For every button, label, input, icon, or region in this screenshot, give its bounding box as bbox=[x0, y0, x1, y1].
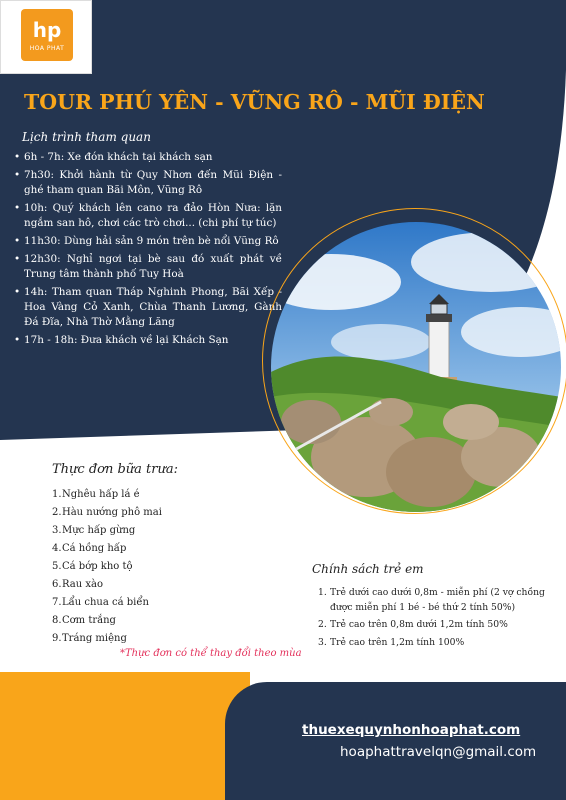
menu-item bbox=[52, 594, 162, 612]
menu-item bbox=[52, 504, 162, 522]
itinerary-item: • 17h - 18h: Đưa khách về lại Khách Sạn bbox=[14, 333, 282, 348]
menu-item bbox=[52, 630, 162, 648]
menu-item-label: Cá hồng hấp bbox=[62, 543, 127, 554]
menu-note: *Thực đơn có thể thay đổi theo mùa bbox=[120, 648, 302, 659]
menu-list bbox=[52, 486, 162, 648]
policy-item-number: 3. bbox=[318, 636, 327, 648]
menu-item-label: Nghêu hấp lá é bbox=[62, 489, 140, 500]
itinerary-item: • 12h30: Nghỉ ngơi tại bè sau đó xuất phát về Trung tâm thành phố Tuy Hoà bbox=[14, 252, 282, 282]
menu-item-label: Lẩu chua cá biển bbox=[62, 597, 149, 608]
menu-item-number: 3. bbox=[52, 525, 62, 536]
policy-list bbox=[318, 586, 558, 653]
logo-letters: hp bbox=[32, 18, 62, 42]
itinerary-item: • 11h30: Dùng hải sản 9 món trên bè nổi Vũng Rô bbox=[14, 234, 282, 249]
website-link[interactable]: thuexequynhonhoaphat.com bbox=[302, 722, 521, 738]
menu-item-number: 2. bbox=[52, 507, 62, 518]
menu-item bbox=[52, 612, 162, 630]
email-address[interactable]: hoaphattravelqn@gmail.com bbox=[340, 744, 537, 760]
menu-item-label: Tráng miệng bbox=[62, 633, 127, 644]
menu-item bbox=[52, 486, 162, 504]
menu-item bbox=[52, 576, 162, 594]
logo-mark bbox=[21, 9, 73, 61]
bottom-navy-shape bbox=[225, 682, 566, 800]
menu-item-number: 6. bbox=[52, 579, 62, 590]
bottom-orange-shape bbox=[0, 672, 250, 800]
lighthouse-photo bbox=[271, 222, 561, 512]
policy-item-label: Trẻ dưới cao dưới 0,8m - miễn phí (2 vợ chồng được miễn phí 1 bé - bé thứ 2 tính 50%) bbox=[330, 587, 545, 613]
policy-item bbox=[318, 586, 558, 615]
policy-item-label: Trẻ cao trên 0,8m dưới 1,2m tính 50% bbox=[330, 619, 508, 630]
menu-heading: Thực đơn bữa trưa: bbox=[52, 462, 179, 477]
menu-item bbox=[52, 558, 162, 576]
policy-item-label: Trẻ cao trên 1,2m tính 100% bbox=[330, 636, 465, 648]
policy-item-number: 2. bbox=[318, 619, 327, 630]
policy-heading: Chính sách trẻ em bbox=[312, 562, 424, 576]
itinerary-item: • 14h: Tham quan Tháp Nghinh Phong, Bãi Xếp - Hoa Vàng Cỏ Xanh, Chùa Thanh Lương, Gành Đá Đĩa, Nhà Thờ Mằng Lăng bbox=[14, 285, 282, 330]
itinerary-item: • 6h - 7h: Xe đón khách tại khách sạn bbox=[14, 150, 282, 165]
menu-item-label: Mực hấp gừng bbox=[62, 525, 136, 536]
page-title: TOUR PHÚ YÊN - VŨNG RÔ - MŨI ĐIỆN bbox=[24, 90, 485, 114]
menu-item-label: Cá bớp kho tộ bbox=[62, 561, 133, 572]
menu-item-number: 7. bbox=[52, 597, 62, 608]
itinerary-list bbox=[14, 150, 282, 351]
menu-item-number: 1. bbox=[52, 489, 62, 500]
itinerary-item: • 10h: Quý khách lên cano ra đảo Hòn Nưa: lặn ngắm san hô, chơi các trò chơi... (chi phí tự túc) bbox=[14, 201, 282, 231]
menu-item bbox=[52, 540, 162, 558]
policy-item bbox=[318, 618, 558, 633]
menu-item bbox=[52, 522, 162, 540]
logo bbox=[0, 0, 92, 74]
itinerary-heading: Lịch trình tham quan bbox=[22, 130, 151, 144]
menu-item-number: 4. bbox=[52, 543, 62, 554]
menu-item-number: 8. bbox=[52, 615, 62, 626]
menu-item-label: Rau xào bbox=[62, 579, 103, 590]
policy-item-number: 1. bbox=[318, 587, 327, 598]
menu-item-number: 5. bbox=[52, 561, 62, 572]
policy-item bbox=[318, 636, 558, 651]
menu-item-number: 9. bbox=[52, 633, 62, 644]
itinerary-item: • 7h30: Khởi hành từ Quy Nhơn đến Mũi Điện - ghé tham quan Bãi Môn, Vũng Rô bbox=[14, 168, 282, 198]
menu-item-label: Cơm trắng bbox=[62, 615, 116, 626]
menu-item-label: Hàu nướng phô mai bbox=[62, 507, 162, 518]
logo-name: HOA PHAT bbox=[29, 45, 65, 52]
